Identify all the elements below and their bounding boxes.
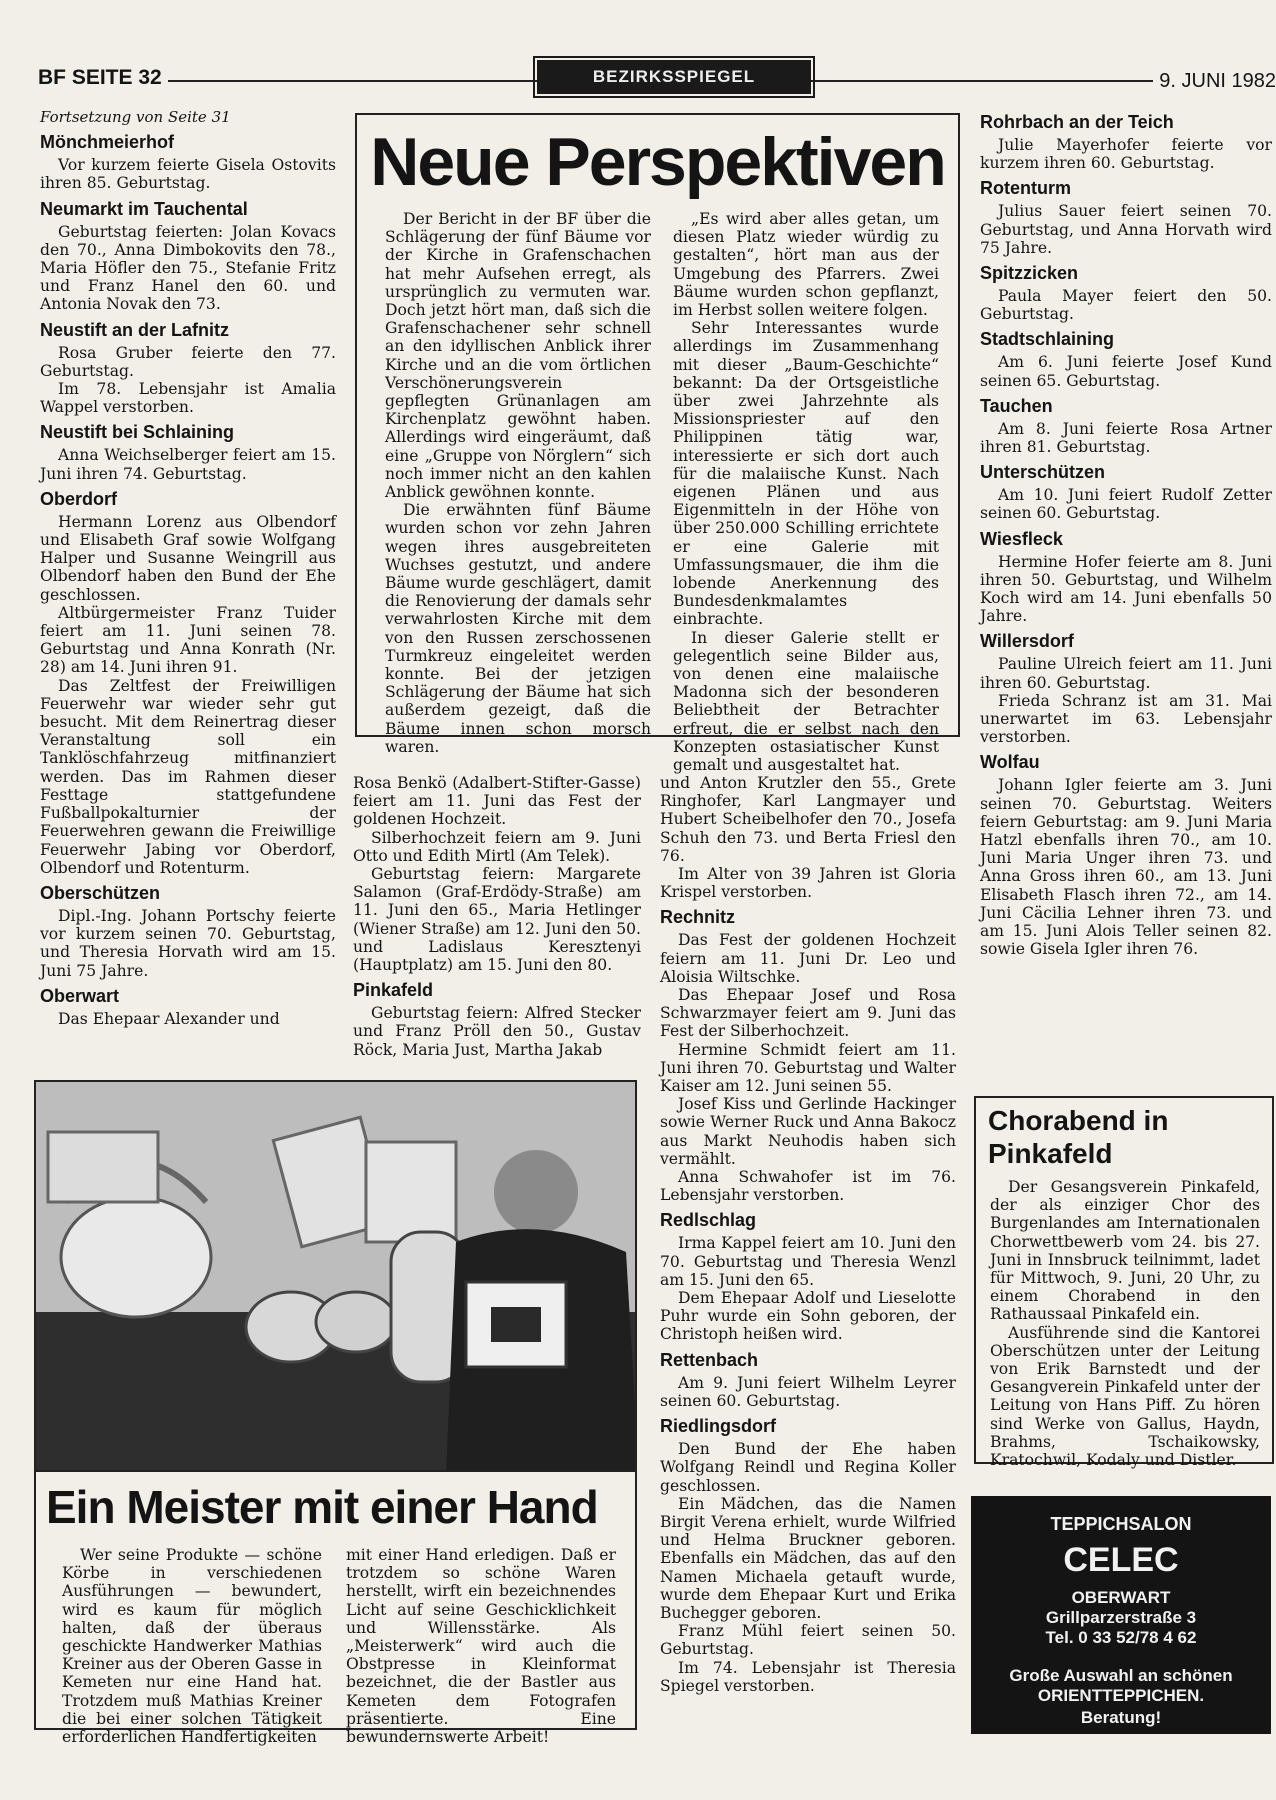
paragraph: Die erwähnten fünf Bäume wurden schon vor zehn Jahren wegen ihres ausgebreiteten Wuchses gestutzt, und andere Bäume wurde geschlägert, damit die Renovierung der damals sehr verwahrlosten Kirche mit dem von den Russen zerschossenen Turmkreuz eingeleitet werden konnte. Bei der jetzigen Schlägerung der Bäume hat sich außerdem gezeigt, daß die Bäume innen schon morsch waren. <box>385 501 651 756</box>
paragraph: Im Alter von 39 Jahren ist Gloria Krispel verstorben. <box>660 865 956 902</box>
meister-article <box>34 1472 637 1747</box>
paragraph: Ein Mädchen, das die Namen Birgit Verena erhielt, wurde Wilfried und Helma Bruckner geboren. Ebenfalls ein Mädchen, das auf den Namen Michaela getauft wurde, wurde dem Ehepaar Kurt und Erika Buchegger geboren. <box>660 1494 956 1622</box>
paragraph: mit einer Hand erledigen. Daß er trotzdem so schöne Waren herstellt, wirft ein bezeichnendes Licht auf seine Geschicklichkeit und Willensstärke. Als „Meisterwerk“ wird auch die Obstpresse in Kleinformat bezeichnet, die der Bastler aus Kemeten dem Fotografen präsentierte. Eine bewundernswerte Arbeit! <box>346 1546 616 1747</box>
section-heading: Mönchmeierhof <box>40 132 175 153</box>
paragraph: Geburtstag feiern: Alfred Stecker und Franz Pröll den 50., Gustav Röck, Maria Just, Martha Jakab <box>353 1004 641 1059</box>
paragraph: Den Bund der Ehe haben Wolfgang Reindl und Regina Koller geschlossen. <box>660 1440 956 1495</box>
section-heading: Pinkafeld <box>353 980 434 1001</box>
column-far-right <box>980 106 1272 959</box>
issue-date: 9. JUNI 1982 <box>1153 70 1276 93</box>
paragraph: Sehr Interessantes wurde allerdings im Zusammenhang mit dieser „Baum-Geschichte“ bekannt: Da der Ortsgeistliche über zwei Jahrzehnte als Missionspriester auf den Philippinen tätig war, interessierte er sich dort auch für die malaiische Kunst. Nach eigenen Plänen und aus Eigenmitteln in der Höhe von über 250.000 Schilling errichtete er eine Galerie mit Umfassungsmauer, die ihm die lobende Anerkennung des Bundesdenkmalamtes einbrachte. <box>673 319 939 629</box>
ad-line-8: Beratung! <box>1080 1708 1162 1727</box>
paragraph: Am 9. Juni feiert Wilhelm Leyrer seinen 60. Geburtstag. <box>660 1373 956 1410</box>
section-heading: Wolfau <box>980 752 1040 773</box>
paragraph: Am 10. Juni feiert Rudolf Zetter seinen 60. Geburtstag. <box>980 486 1272 523</box>
section-heading: Stadtschlaining <box>980 329 1115 350</box>
ad-address: Grillparzerstraße 3 <box>1045 1608 1197 1627</box>
feature-headline: Neue Perspektiven <box>370 124 945 200</box>
advertisement-celec <box>971 1496 1271 1734</box>
news-sections <box>40 132 336 1028</box>
paragraph: Irma Kappel feiert am 10. Juni den 70. Geburtstag und Theresia Wenzl am 15. Juni den 65. <box>660 1234 956 1289</box>
chorabend-box <box>974 1096 1274 1470</box>
section-heading: Neustift an der Lafnitz <box>40 319 230 340</box>
paragraph: Rosa Gruber feierte den 77. Geburtstag. <box>40 343 336 380</box>
paragraph: Hermann Lorenz aus Olbendorf und Elisabeth Graf sowie Wolfgang Halper und Susanne Weingrill aus Olbendorf haben den Bund der Ehe geschlossen. <box>40 512 336 604</box>
section-heading: Rechnitz <box>660 907 736 928</box>
meister-col-2 <box>346 1546 616 1746</box>
paragraph: Hermine Schmidt feiert am 11. Juni ihren 70. Geburtstag und Walter Kaiser am 12. Juni seinen 55. <box>660 1040 956 1096</box>
paragraph: Der Gesangsverein Pinkafeld, der als einziger Chor des Burgenlandes am Internationalen Chorwettbewerb vom 24. bis 27. Juni in Innsbruck teilnimmt, ladet für Mittwoch, 9. Juni, 20 Uhr, zu einem Chorabend in den Rathaussaal Pinkafeld ein. <box>990 1178 1260 1324</box>
section-heading: Neustift bei Schlaining <box>40 422 235 443</box>
photo-basket-maker <box>34 1080 637 1472</box>
paragraph: Ausführende sind die Kantorei Oberschützen unter der Leitung von Erik Barnstedt und der Gesangverein Pinkafeld unter der Leitung von Hans Piff. Zu hören sind Werke von Gallus, Haydn, Brahms, Tschaikowsky, Kratochwil, Kodaly und Distler. <box>990 1323 1260 1470</box>
paragraph: Vor kurzem feierte Gisela Ostovits ihren 85. Geburtstag. <box>40 156 336 193</box>
section-heading: Redlschlag <box>660 1210 757 1231</box>
feature-col-1 <box>385 210 651 756</box>
section-label: BEZIRKSSPIEGEL <box>537 60 811 94</box>
section-heading: Willersdorf <box>980 631 1074 652</box>
paragraph: Am 6. Juni feierte Josef Kund seinen 65. Geburtstag. <box>980 353 1272 390</box>
paragraph: Das Ehepaar Alexander und <box>58 1009 280 1028</box>
paragraph: Julius Sauer feiert seinen 70. Geburtstag, und Anna Horvath wird 75 Jahre. <box>980 202 1272 257</box>
section-heading: Tauchen <box>980 395 1053 416</box>
paragraph: Rosa Benkö (Adalbert-Stifter-Gasse) feiert am 11. Juni das Fest der goldenen Hochzeit. <box>353 774 641 829</box>
paragraph: Dipl.-Ing. Johann Portschy feierte vor kurzem seinen 70. Geburtstag, und Theresia Horvath wird am 15. Juni 75 Jahre. <box>40 906 336 980</box>
section-heading: Wiesfleck <box>980 528 1063 549</box>
paragraph: Geburtstag feierten: Jolan Kovacs den 70., Anna Dimbokovits den 78., Maria Höfler den 75., Stefanie Fritz und Franz Hanel den 60. und Antonia Novak den 73. <box>40 222 336 314</box>
section-heading: Rettenbach <box>660 1349 759 1370</box>
paragraph: Altbürgermeister Franz Tuider feiert am 11. Juni seinen 78. Geburtstag und Anna Konrath (Nr. 28) am 14. Juni ihren 91. <box>40 603 336 677</box>
chorabend-text <box>990 1178 1260 1469</box>
section-heading: Spitzzicken <box>980 263 1079 284</box>
meister-headline: Ein Meister mit einer Hand <box>46 1481 598 1533</box>
paragraph: Am 8. Juni feierte Rosa Artner ihren 81. Geburtstag. <box>980 419 1272 457</box>
section-heading: Oberdorf <box>40 488 118 509</box>
column-left <box>40 108 336 1028</box>
paragraph: Im 74. Lebensjahr ist Theresia Spiegel verstorben. <box>660 1658 956 1695</box>
section-heading: Rotenturm <box>980 178 1071 199</box>
paragraph: Das Zeltfest der Freiwilligen Feuerwehr war wieder sehr gut besucht. Mit dem Reinertrag dieser Veranstaltung soll ein Tanklöschfahrzeug mitfinanziert werden. Das im Rahmen dieser Festtage stattgefundene Fußballpokalturnier der Feuerwehren gewann die Freiwillige Feuerwehr Jabing vor Oberdorf, Olbendorf und Rotenturm. <box>40 676 336 877</box>
continued-note: Fortsetzung von Seite 31 <box>40 108 231 126</box>
paragraph: Im 78. Lebensjahr ist Amalia Wappel verstorben. <box>40 380 336 417</box>
section-heading: Oberwart <box>40 985 120 1006</box>
ad-line-6: Große Auswahl an schönen <box>1009 1666 1233 1685</box>
column-right <box>660 774 956 1695</box>
paragraph: Frieda Schranz ist am 31. Mai unerwartet im 63. Lebensjahr verstorben. <box>980 691 1272 747</box>
paragraph: Hermine Hofer feierte am 8. Juni ihren 50. Geburtstag, und Wilhelm Koch wird am 14. Juni ebenfalls 50 Jahre. <box>980 552 1272 626</box>
ad-line-3: OBERWART <box>1071 1588 1171 1607</box>
section-heading: Unterschützen <box>980 462 1106 483</box>
paragraph: Silberhochzeit feiern am 9. Juni Otto und Edith Mirtl (Am Telek). <box>353 828 641 865</box>
paragraph: Johann Igler feierte am 3. Juni seinen 70. Geburtstag. Weiters feiern Geburtstag: am 9. Juni Maria Hatzl ebenfalls ihren 70., am 10. Juni Maria Unger ihren 73. und Anna Gross ihren 60., am 13. Juni Elisabeth Flasch ihren 72., am 14. Juni Cäcilia Lehner ihren 73. und am 15. Juni Alois Teller seinen 82. sowie Gisela Igler ihren 76. <box>980 776 1272 959</box>
ad-brand: CELEC <box>1063 1541 1179 1579</box>
paragraph: Anna Weichselberger feiert am 15. Juni ihren 74. Geburtstag. <box>40 446 336 483</box>
ad-line-7: ORIENTTEPPICHEN. <box>1037 1686 1205 1705</box>
paragraph: „Es wird aber alles getan, um diesen Platz wieder würdig zu gestalten“, hört man aus der Umgebung des Pfarrers. Zwei Bäume wurden schon gepflanzt, im Herbst sollen weitere folgen. <box>673 210 939 320</box>
paragraph: Franz Mühl feiert seinen 50. Geburtstag. <box>660 1622 956 1659</box>
section-heading: Oberschützen <box>40 882 161 903</box>
paragraph: Das Ehepaar Josef und Rosa Schwarzmayer feiert am 9. Juni das Fest der Silberhochzeit. <box>660 986 956 1041</box>
paragraph: In dieser Galerie stellt er gelegentlich seine Bilder aus, von denen eine malaiische Madonna sich der besonderen Beliebtheit der Betrachter erfreut, die er selbst nach den Konzepten ostasiatischer Kunst gemalt und ausgestaltet hat. <box>673 628 939 775</box>
column-middle <box>353 774 641 1059</box>
paragraph: Julie Mayerhofer feierte vor kurzem ihren 60. Geburtstag. <box>980 136 1272 173</box>
paragraph: Der Bericht in der BF über die Schlägerung der fünf Bäume vor der Kirche in Grafenschachen hat mehr Aufsehen erregt, als ursprünglich zu vermuten war. Doch jetzt hört man, daß sich die Grafenschachener sehr schnell an den idyllischen Anblick ihrer Kirche und an die vom örtlichen Verschönerungsverein gepflegten Grünanlagen am Kirchenplatz gewöhnt haben. Allerdings wird eingeräumt, daß eine „Gruppe von Nörglern“ sich noch immer nicht an den kahlen Anblick gewöhnen konnte. <box>385 210 651 502</box>
paragraph: Josef Kiss und Gerlinde Hackinger sowie Werner Ruck und Anna Bakocz aus Markt Neuhodis haben sich vermählt. <box>660 1095 956 1168</box>
chorabend-headline: Chorabend in Pinkafeld <box>988 1105 1169 1169</box>
paragraph: Wer seine Produkte — schöne Körbe in verschiedenen Ausführungen — bewundert, wird es kaum für möglich halten, daß der überaus geschickte Handwerker Mathias Kreiner aus der Oberen Gasse in Kemeten nur eine Hand hat. Trotzdem muß Mathias Kreiner die bei einer solchen Tätigkeit erforderlichen Handfertigkeiten <box>62 1546 322 1747</box>
paragraph: Anna Schwahofer ist im 76. Lebensjahr verstorben. <box>660 1168 956 1205</box>
feature-article <box>355 113 960 775</box>
photo-illustration <box>36 1082 637 1472</box>
paragraph: Dem Ehepaar Adolf und Lieselotte Puhr wurde ein Sohn geboren, der Christoph heißen wird. <box>660 1289 956 1344</box>
paragraph: Das Fest der goldenen Hochzeit feiern am 11. Juni Dr. Leo und Aloisia Wiltschke. <box>660 931 956 986</box>
page-number: BF SEITE 32 <box>38 66 162 89</box>
section-heading: Neumarkt im Tauchental <box>40 198 248 219</box>
ad-phone: Tel. 0 33 52/78 4 62 <box>1045 1628 1197 1647</box>
paragraph: Paula Mayer feiert den 50. Geburtstag. <box>980 287 1272 324</box>
paragraph: Pauline Ulreich feiert am 11. Juni ihren 60. Geburtstag. <box>980 655 1272 692</box>
feature-col-2 <box>673 210 939 774</box>
section-heading: Rohrbach an der Teich <box>980 112 1174 132</box>
meister-col-1 <box>62 1546 322 1746</box>
paragraph: Geburtstag feiern: Margarete Salamon (Graf-Erdödy-Straße) am 11. Juni den 65., Maria Hetlinger (Wiener Straße) am 12. Juni den 50. und Ladislaus Keresztenyi (Hauptplatz) am 15. Juni den 80. <box>353 865 641 975</box>
section-heading: Riedlingsdorf <box>660 1416 776 1437</box>
ad-line-1: TEPPICHSALON <box>1050 1514 1192 1534</box>
paragraph: und Anton Krutzler den 55., Grete Ringhofer, Karl Langmayer und Hubert Scheibelhofer den 70., Josefa Schuh den 73. und Berta Friesl den 76. <box>660 774 956 865</box>
